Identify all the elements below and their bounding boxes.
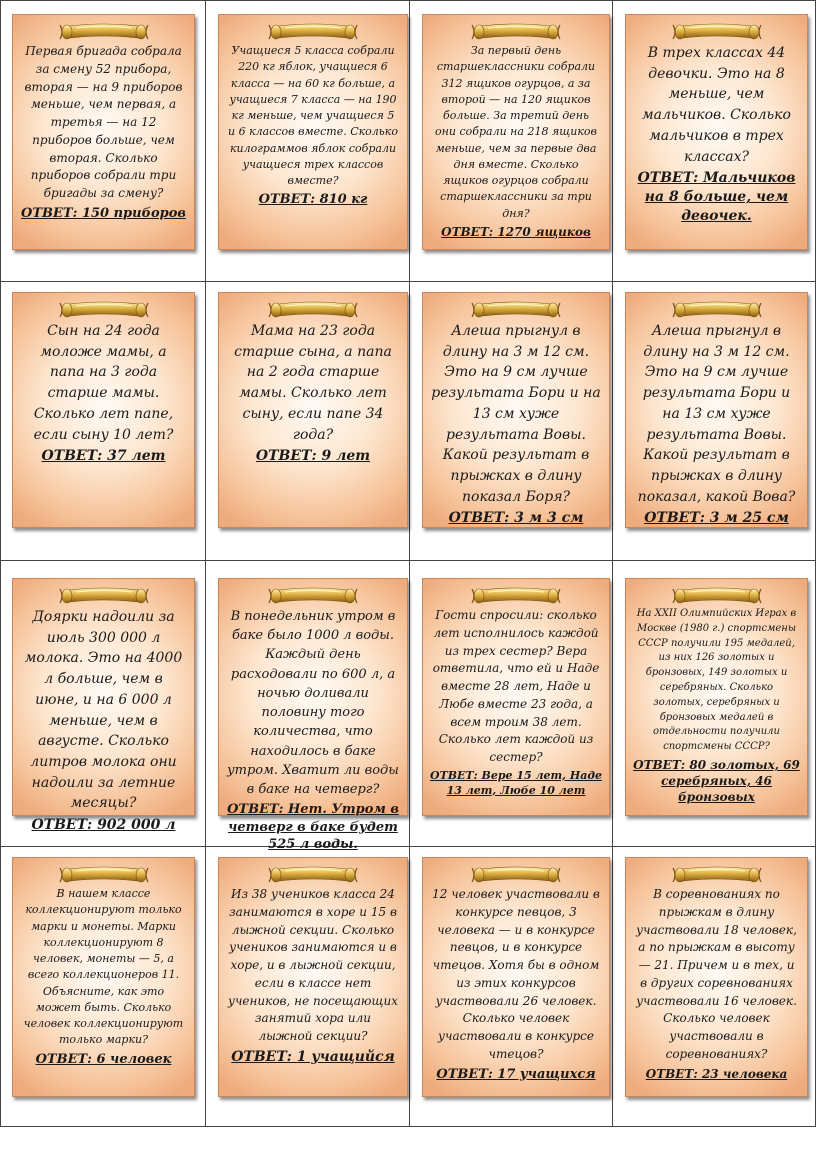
task-answer	[626, 1066, 807, 1082]
task-card	[625, 857, 808, 1097]
task-card	[218, 292, 408, 528]
task-card	[625, 14, 808, 250]
answer-label: ОТВЕТ:	[255, 448, 317, 465]
answer-label: ОТВЕТ:	[633, 757, 686, 772]
task-card	[12, 578, 195, 834]
task-answer	[13, 447, 194, 466]
answer-value: 810 кг	[319, 192, 368, 208]
answer-label: ОТВЕТ:	[21, 205, 78, 221]
answer-value: Нет. Утром в четверг в баке будет 525 л воды.	[228, 802, 399, 853]
grid-line	[0, 0, 1, 1127]
answer-value: 3 м 25 см	[709, 510, 789, 527]
answer-value: 37 лет	[107, 448, 166, 465]
answer-value: 9 лет	[321, 448, 371, 465]
task-answer	[13, 816, 194, 835]
grid-line	[0, 0, 816, 1]
task-card	[625, 292, 808, 528]
task-answer	[13, 205, 194, 223]
answer-value: 17 учащихся	[497, 1066, 596, 1082]
answer-value: 80 золотых, 69 серебряных, 46 бронзовых	[661, 757, 800, 805]
task-answer	[626, 757, 807, 806]
answer-label: ОТВЕТ:	[436, 1066, 493, 1082]
task-text: 12 человек участвовали в конкурсе певцов, 3 человека — и в конкурсе певцов, и в конкурсе чтецов. Хотя бы в одном из этих конкурсов участвовали 26 человек. Сколько человек участвовали в конкурсе чтецов?	[432, 887, 600, 1061]
task-card	[12, 292, 195, 528]
task-text: Первая бригада собрала за смену 52 прибора, вторая — на 9 приборов меньше, чем первая, а третья — на 12 приборов больше, чем вторая. Сколько приборов собрали три бригады за смену?	[24, 44, 183, 200]
task-card	[218, 578, 408, 853]
grid-line	[0, 1126, 816, 1127]
task-text: На XXII Олимпийских Играх в Москве (1980 г.) спортсмены СССР получили 195 медалей, из них 126 золотых и бронзовых, 149 золотых и серебряных. Сколько золотых, серебряных и бронзовых медалей в отдельности получили спортсмены СССР?	[636, 608, 797, 753]
task-text: В соревнованиях по прыжкам в длину участвовали 18 человек, а по прыжкам в высоту — 21. Причем и в тех, и в других соревнованиях участвовали 16 человек. Сколько человек участвовали в соревнованиях?	[636, 887, 797, 1061]
task-text: В понедельник утром в баке было 1000 л воды. Каждый день расходовали по 600 л, а ночью доливали половину того количества, что находилось в баке утром. Хватит ли воды в баке на четверг?	[227, 609, 399, 798]
answer-label: ОТВЕТ:	[231, 1048, 292, 1065]
answer-label: ОТВЕТ:	[258, 192, 316, 208]
task-answer	[219, 191, 407, 209]
answer-value: 1 учащийся	[296, 1048, 395, 1065]
grid-line	[205, 0, 206, 1127]
task-card	[422, 292, 610, 528]
answer-label: ОТВЕТ:	[429, 768, 478, 782]
task-card	[218, 857, 408, 1097]
scroll-icon	[56, 864, 152, 886]
answer-label: ОТВЕТ:	[441, 224, 494, 239]
task-text: Алеша прыгнул в длину на 3 м 12 см. Это на 9 см лучше результата Бори и на 13 см хуже результата Вовы. Какой результат в прыжках в длину показал, какой Вова?	[637, 323, 796, 505]
grid-line	[0, 846, 816, 847]
scroll-icon	[468, 299, 564, 321]
task-text: Гости спросили: сколько лет исполнилось каждой из трех сестер? Вера ответила, что ей и Наде вместе 28 лет, Наде и Любе вместе 23 года, а всем троим 38 лет. Сколько лет каждой из сестер?	[432, 608, 600, 764]
task-answer	[423, 509, 609, 528]
task-answer	[219, 447, 407, 466]
answer-label: ОТВЕТ:	[227, 802, 284, 818]
task-text: Мама на 23 года старше сына, а папа на 2 года старше мамы. Сколько лет сыну, если папе 34 года?	[234, 323, 392, 443]
answer-value: Вере 15 лет, Наде 13 лет, Любе 10 лет	[446, 768, 602, 797]
scroll-icon	[468, 21, 564, 43]
answer-label: ОТВЕТ:	[448, 510, 510, 527]
grid-line	[612, 0, 613, 1127]
answer-value: 3 м 3 см	[514, 510, 584, 527]
task-answer	[626, 509, 807, 528]
answer-label: ОТВЕТ:	[35, 1051, 92, 1067]
scroll-icon	[669, 299, 765, 321]
answer-value: 1270 ящиков	[497, 224, 591, 239]
answer-value: 150 приборов	[81, 205, 186, 221]
task-card	[12, 14, 195, 250]
grid-line	[0, 281, 816, 282]
scroll-icon	[56, 299, 152, 321]
task-card	[422, 578, 610, 816]
scroll-icon	[265, 21, 361, 43]
answer-value: Мальчиков на 8 больше, чем девочек.	[644, 170, 796, 225]
answer-label: ОТВЕТ:	[645, 1066, 698, 1081]
answer-value: 23 человека	[701, 1066, 788, 1081]
task-card	[422, 14, 610, 250]
task-answer	[219, 1048, 407, 1067]
scroll-icon	[669, 21, 765, 43]
answer-label: ОТВЕТ:	[31, 817, 93, 834]
answer-label: ОТВЕТ:	[644, 510, 705, 527]
scroll-icon	[468, 585, 564, 607]
answer-value: 902 000 л	[97, 817, 176, 834]
task-text: Доярки надоили за июль 300 000 л молока. Это на 4000 л больше, чем в июне, и на 6 000 л меньше, чем в августе. Сколько литров молока они надоили за летние месяцы?	[24, 609, 183, 812]
task-card	[12, 857, 195, 1097]
task-answer	[219, 801, 407, 854]
task-text: Учащиеся 5 класса собрали 220 кг яблок, учащиеся 6 класса — на 60 кг больше, а учащиеся 7 класса — на 190 кг меньше, чем учащиеся 5 и 6 классов вместе. Сколько килограммов яблок собрали учащиеся трех классов вместе?	[228, 44, 398, 188]
scroll-icon	[56, 585, 152, 607]
task-text: Из 38 учеников класса 24 занимаются в хоре и 15 в лыжной секции. Сколько учеников занимаются и в хоре, и в лыжной секции, если в классе нет учеников, не посещающих занятий хора или лыжной секции?	[228, 887, 398, 1043]
task-answer	[13, 1051, 194, 1069]
task-answer	[423, 769, 609, 799]
grid-line	[0, 560, 816, 561]
scroll-icon	[265, 299, 361, 321]
answer-label: ОТВЕТ:	[41, 448, 103, 465]
scroll-icon	[265, 864, 361, 886]
task-answer	[423, 224, 609, 240]
task-text: В трех классах 44 девочки. Это на 8 меньше, чем мальчиков. Сколько мальчиков в трех классах?	[642, 45, 791, 165]
scroll-icon	[669, 585, 765, 607]
scroll-icon	[669, 864, 765, 886]
task-card	[625, 578, 808, 816]
task-text: За первый день старшеклассники собрали 312 ящиков огурцов, а за второй — на 120 ящиков больше. За третий день они собрали на 218 ящиков меньше, чем за первые два дня вместе. Сколько ящиков огурцов собрали старшеклассники за три дня?	[435, 44, 597, 220]
task-text: Сын на 24 года моложе мамы, а папа на 3 года старше мамы. Сколько лет папе, если сыну 10 лет?	[33, 323, 174, 443]
answer-value: 6 человек	[96, 1051, 172, 1067]
scroll-icon	[468, 864, 564, 886]
task-card	[422, 857, 610, 1097]
task-text: Алеша прыгнул в длину на 3 м 12 см. Это на 9 см лучше результата Бори и на 13 см хуже результата Вовы. Какой результат в прыжках в длину показал Боря?	[431, 323, 601, 505]
scroll-icon	[265, 585, 361, 607]
task-answer	[423, 1066, 609, 1084]
scroll-icon	[56, 21, 152, 43]
answer-label: ОТВЕТ:	[637, 170, 699, 187]
task-answer	[626, 169, 807, 226]
task-text: В нашем классе коллекционируют только марки и монеты. Марки коллекционируют 8 человек, монеты — 5, а всего коллекционеров 11. Объясните, как это может быть. Сколько человек коллекционируют только марки?	[23, 887, 184, 1047]
grid-line	[409, 0, 410, 1127]
task-card	[218, 14, 408, 250]
